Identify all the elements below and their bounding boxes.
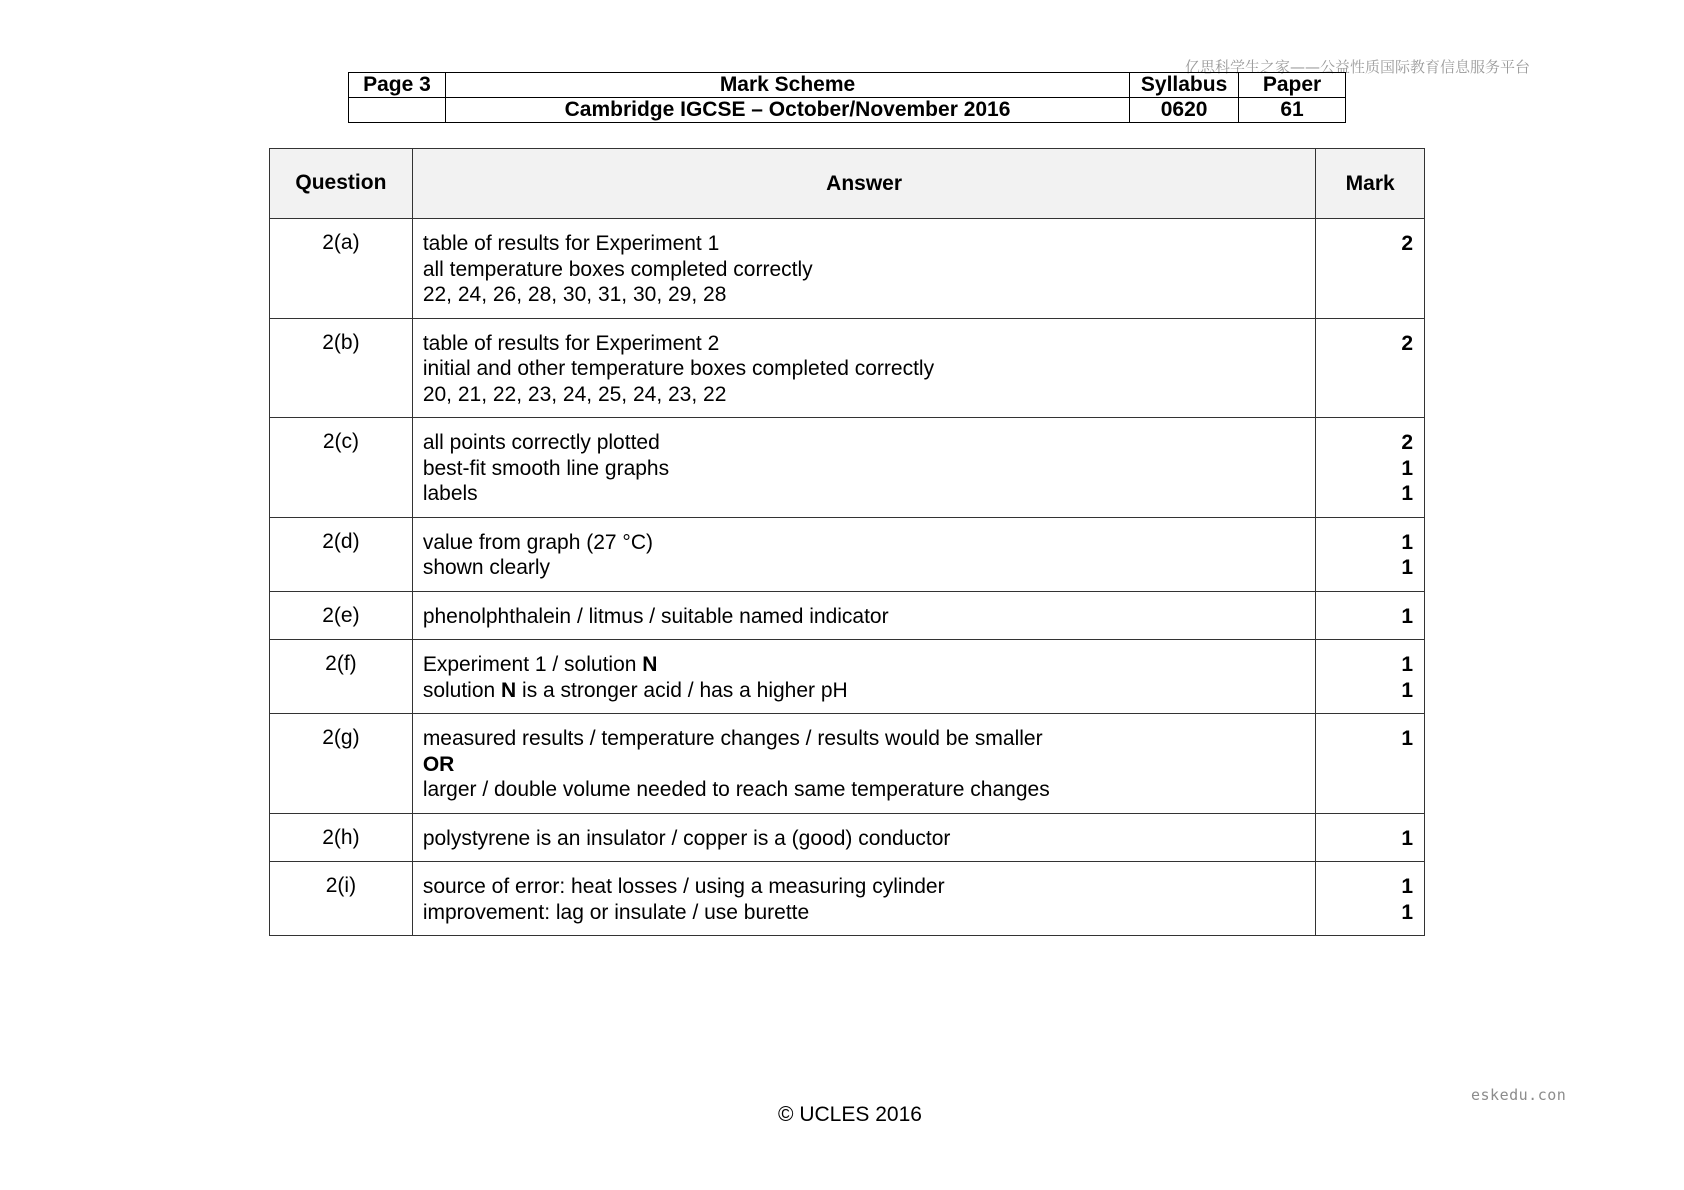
syllabus-label: Syllabus	[1130, 73, 1239, 98]
answer-line: polystyrene is an insulator / copper is a (good) conductor	[422, 826, 951, 850]
mark-value: 1	[1401, 456, 1413, 480]
mark-value: 1	[1401, 826, 1413, 850]
answer-line: 22, 24, 26, 28, 30, 31, 30, 29, 28	[422, 283, 727, 306]
document-title: Mark Scheme	[445, 73, 1129, 98]
mark-cell	[1316, 813, 1425, 862]
answer-line: all points correctly plotted	[422, 431, 660, 454]
question-number: 2(c)	[270, 418, 413, 518]
table-row	[270, 418, 1425, 518]
exam-name: Cambridge IGCSE – October/November 2016	[445, 98, 1129, 123]
answer-line: improvement: lag or insulate / use burette	[422, 900, 810, 924]
answer-line: table of results for Experiment 1	[422, 232, 720, 255]
table-row	[270, 219, 1425, 319]
answer-line: OR	[422, 752, 455, 776]
table-body	[270, 219, 1425, 936]
question-number: 2(e)	[270, 591, 413, 640]
answer-cell	[412, 318, 1316, 418]
answer-line	[423, 678, 1316, 704]
mark-cell	[1316, 517, 1425, 591]
answer-cell	[412, 219, 1316, 319]
table-row	[270, 591, 1425, 640]
question-number: 2(g)	[270, 714, 413, 814]
answer-line: source of error: heat losses / using a measuring cylinder	[422, 875, 945, 898]
answer-cell	[412, 640, 1316, 714]
mark-cell	[1316, 591, 1425, 640]
answer-cell	[412, 714, 1316, 814]
answer-line: value from graph (27 °C)	[422, 530, 653, 554]
answer-cell	[412, 591, 1316, 640]
mark-value: 2	[1401, 232, 1413, 255]
mark-value: 1	[1401, 875, 1413, 898]
copyright-footer: © UCLES 2016	[778, 1103, 922, 1126]
answer-line: measured results / temperature changes / results would be smaller	[422, 727, 1043, 750]
answer-line: initial and other temperature boxes completed correctly	[422, 357, 935, 380]
mark-cell	[1316, 640, 1425, 714]
mark-value: 1	[1401, 604, 1413, 628]
watermark-top: 亿思科学生之家——公益性质国际教育信息服务平台	[1185, 58, 1531, 76]
answer-emphasis: N	[642, 653, 658, 676]
mark-cell	[1316, 862, 1425, 936]
answer-line: shown clearly	[422, 556, 551, 579]
table-row	[270, 862, 1425, 936]
mark-value: 1	[1401, 556, 1413, 579]
answer-cell	[412, 813, 1316, 862]
answer-line: larger / double volume needed to reach same temperature changes	[422, 778, 1050, 801]
table-row	[270, 640, 1425, 714]
header-row-1	[349, 73, 1346, 98]
question-number: 2(b)	[270, 318, 413, 418]
header-table	[348, 72, 1346, 123]
paper-number: 61	[1239, 98, 1346, 123]
answer-emphasis: N	[501, 678, 517, 702]
answer-line	[423, 652, 1316, 678]
answer-line: table of results for Experiment 2	[422, 331, 720, 355]
question-number: 2(h)	[270, 813, 413, 862]
answer-cell	[412, 862, 1316, 936]
column-header-mark: Mark	[1316, 149, 1425, 219]
answer-cell	[412, 517, 1316, 591]
question-number: 2(f)	[270, 640, 413, 714]
table-row	[270, 813, 1425, 862]
answer-text: Experiment 1 / solution	[422, 653, 643, 676]
answer-cell	[412, 418, 1316, 518]
column-header-answer: Answer	[412, 149, 1316, 219]
page-number: Page 3	[349, 73, 446, 98]
question-number: 2(d)	[270, 517, 413, 591]
table-header-row	[270, 149, 1425, 219]
mark-scheme-table	[269, 148, 1425, 936]
answer-text: solution	[422, 678, 502, 702]
mark-value: 1	[1401, 900, 1413, 924]
question-number: 2(a)	[270, 219, 413, 319]
answer-line: best-fit smooth line graphs	[422, 456, 670, 480]
table-row	[270, 318, 1425, 418]
answer-line: phenolphthalein / litmus / suitable named indicator	[422, 604, 889, 628]
mark-value: 2	[1401, 331, 1413, 355]
answer-line: all temperature boxes completed correctly	[422, 257, 813, 281]
mark-value: 1	[1401, 482, 1413, 505]
paper-label: Paper	[1239, 73, 1346, 98]
mark-value: 1	[1401, 678, 1413, 702]
page-blank-cell	[349, 98, 446, 123]
syllabus-code: 0620	[1130, 98, 1239, 123]
table-row	[270, 517, 1425, 591]
mark-cell	[1316, 418, 1425, 518]
mark-value: 1	[1401, 653, 1413, 676]
question-number: 2(i)	[270, 862, 413, 936]
mark-cell	[1316, 714, 1425, 814]
mark-cell	[1316, 219, 1425, 319]
table-row	[270, 714, 1425, 814]
mark-value: 2	[1401, 431, 1413, 454]
mark-value: 1	[1401, 530, 1413, 554]
mark-cell	[1316, 318, 1425, 418]
header-row-2	[349, 98, 1346, 123]
answer-line: labels	[422, 482, 478, 505]
answer-line: 20, 21, 22, 23, 24, 25, 24, 23, 22	[422, 382, 727, 406]
column-header-question: Question	[270, 149, 413, 219]
mark-value: 1	[1401, 727, 1413, 750]
answer-text: is a stronger acid / has a higher pH	[516, 678, 848, 702]
watermark-bottom: eskedu.con	[1471, 1086, 1567, 1104]
